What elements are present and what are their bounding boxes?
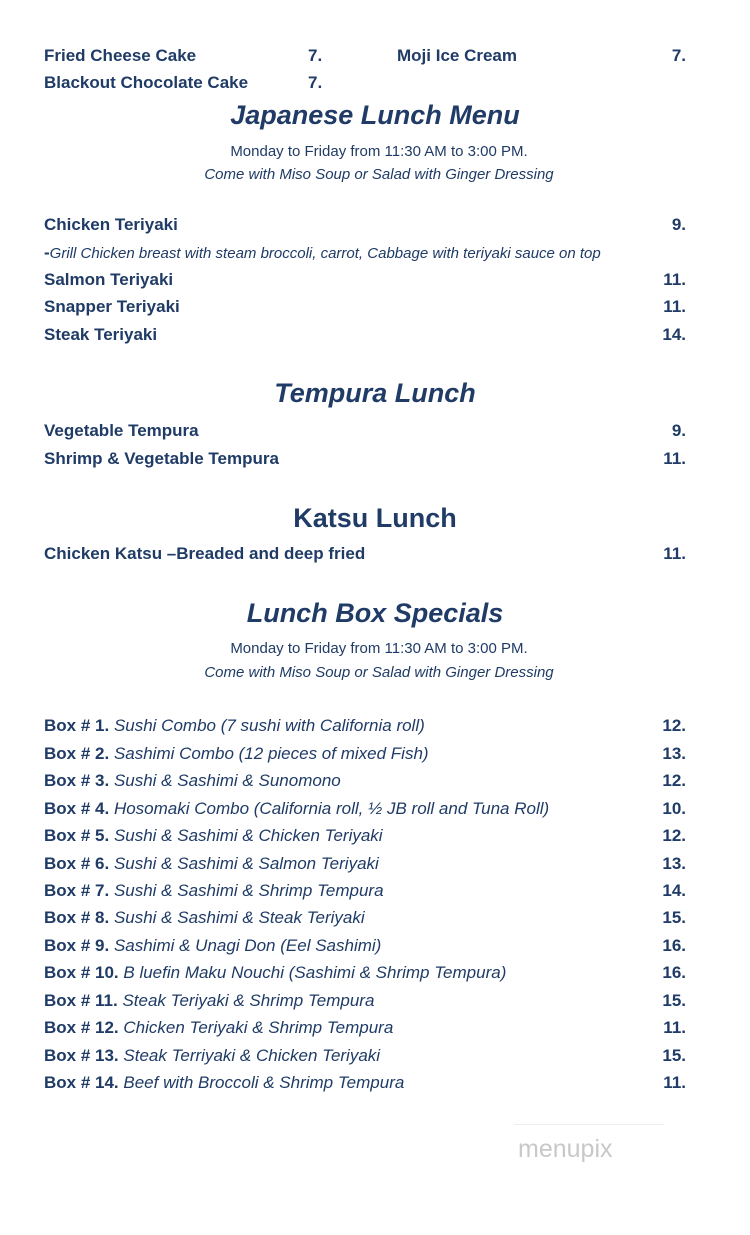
box-description: Steak Terriyaki & Chicken Teriyaki: [123, 1046, 381, 1065]
box-description: B luefin Maku Nouchi (Sashimi & Shrimp Tempura): [123, 963, 507, 982]
menu-item-name: Chicken Teriyaki: [44, 215, 178, 234]
box-item: [44, 771, 341, 791]
watermark-logo: [514, 1124, 664, 1175]
box-description: Hosomaki Combo (California roll, ½ JB roll and Tuna Roll): [113, 799, 550, 818]
menu-item-price: 11.: [663, 449, 686, 468]
box-description: Sushi Combo (7 sushi with California roll): [113, 716, 425, 735]
menu-item-name: Chicken Katsu –Breaded and deep fried: [44, 544, 366, 563]
box-label: Box # 7.: [44, 881, 110, 900]
box-label: Box # 6.: [44, 854, 110, 873]
box-price: 15.: [662, 991, 686, 1010]
box-label: Box # 2.: [44, 744, 110, 763]
box-label: Box # 3.: [44, 771, 110, 790]
menu-item-name: Vegetable Tempura: [44, 421, 199, 440]
box-price: 11.: [663, 1073, 686, 1092]
box-description: Steak Teriyaki & Shrimp Tempura: [122, 991, 375, 1010]
box-item: [44, 991, 374, 1011]
box-item: [44, 936, 381, 956]
menu-item-name: Salmon Teriyaki: [44, 270, 174, 289]
dessert-name: Moji Ice Cream: [397, 46, 517, 65]
menu-item-price: 11.: [663, 270, 686, 289]
dessert-name: Blackout Chocolate Cake: [44, 73, 249, 92]
menu-item-name: Shrimp & Vegetable Tempura: [44, 449, 279, 468]
box-item: [44, 1018, 393, 1038]
menu-item-price: 9.: [671, 421, 686, 440]
box-label: Box # 8.: [44, 908, 110, 927]
box-label: Box # 14.: [44, 1073, 119, 1092]
japanese-lunch-note: Come with Miso Soup or Salad with Ginger Dressing: [204, 166, 554, 183]
menu-item-name: Snapper Teriyaki: [44, 297, 180, 316]
watermark-text: menupix: [518, 1135, 613, 1163]
box-description: Sashimi & Unagi Don (Eel Sashimi): [113, 936, 382, 955]
box-item: [44, 744, 429, 764]
section-title-katsu-lunch: Katsu Lunch: [293, 503, 457, 533]
box-label: Box # 10.: [44, 963, 119, 982]
menu-item-name: Steak Teriyaki: [44, 325, 158, 344]
menu-item-price: 11.: [663, 297, 686, 316]
box-description: Chicken Teriyaki & Shrimp Tempura: [123, 1018, 394, 1037]
box-price: 12.: [662, 716, 686, 735]
lunch-box-note: Come with Miso Soup or Salad with Ginger Dressing: [204, 664, 554, 681]
section-title-lunch-box: Lunch Box Specials: [246, 598, 504, 628]
box-item: [44, 908, 365, 928]
box-price: 16.: [662, 963, 686, 982]
box-price: 12.: [662, 826, 686, 845]
box-price: 16.: [662, 936, 686, 955]
box-item: [44, 1046, 380, 1066]
japanese-lunch-hours: Monday to Friday from 11:30 AM to 3:00 PM.: [230, 143, 528, 160]
dessert-price: 7.: [308, 73, 323, 92]
box-description: Sushi & Sashimi & Shrimp Tempura: [113, 881, 384, 900]
chicken-teriyaki-description: [44, 243, 601, 263]
box-item: [44, 963, 506, 983]
box-description: Sushi & Sashimi & Salmon Teriyaki: [113, 854, 379, 873]
box-label: Box # 9.: [44, 936, 110, 955]
menu-item-price: 14.: [662, 325, 686, 344]
box-description: Sushi & Sashimi & Sunomono: [113, 771, 341, 790]
description-dash: -: [44, 243, 50, 262]
box-item: [44, 716, 425, 736]
box-item: [44, 1073, 404, 1093]
menu-item-price: 9.: [671, 215, 686, 234]
box-label: Box # 5.: [44, 826, 110, 845]
box-description: Sushi & Sashimi & Steak Teriyaki: [113, 908, 365, 927]
box-label: Box # 11.: [44, 991, 118, 1010]
box-price: 15.: [662, 908, 686, 927]
box-description: Sashimi Combo (12 pieces of mixed Fish): [113, 744, 429, 763]
box-description: Sushi & Sashimi & Chicken Teriyaki: [113, 826, 383, 845]
box-label: Box # 4.: [44, 799, 110, 818]
section-title-tempura-lunch: Tempura Lunch: [274, 378, 476, 408]
box-label: Box # 12.: [44, 1018, 119, 1037]
box-price: 10.: [662, 799, 686, 818]
box-item: [44, 881, 384, 901]
box-price: 12.: [662, 771, 686, 790]
box-price: 11.: [663, 1018, 686, 1037]
lunch-box-hours: Monday to Friday from 11:30 AM to 3:00 PM.: [230, 640, 528, 657]
box-price: 14.: [662, 881, 686, 900]
box-price: 13.: [662, 744, 686, 763]
box-price: 13.: [662, 854, 686, 873]
box-label: Box # 1.: [44, 716, 110, 735]
box-item: [44, 854, 379, 874]
description-text: Grill Chicken breast with steam broccoli, carrot, Cabbage with teriyaki sauce on top: [49, 245, 601, 262]
box-price: 15.: [662, 1046, 686, 1065]
section-title-japanese-lunch: Japanese Lunch Menu: [230, 100, 520, 130]
box-description: Beef with Broccoli & Shrimp Tempura: [123, 1073, 405, 1092]
box-item: [44, 826, 383, 846]
dessert-price: 7.: [308, 46, 323, 65]
box-label: Box # 13.: [44, 1046, 119, 1065]
box-item: [44, 799, 549, 819]
dessert-name: Fried Cheese Cake: [44, 46, 197, 65]
dessert-price: 7.: [671, 46, 686, 65]
menu-item-price: 11.: [663, 544, 686, 563]
